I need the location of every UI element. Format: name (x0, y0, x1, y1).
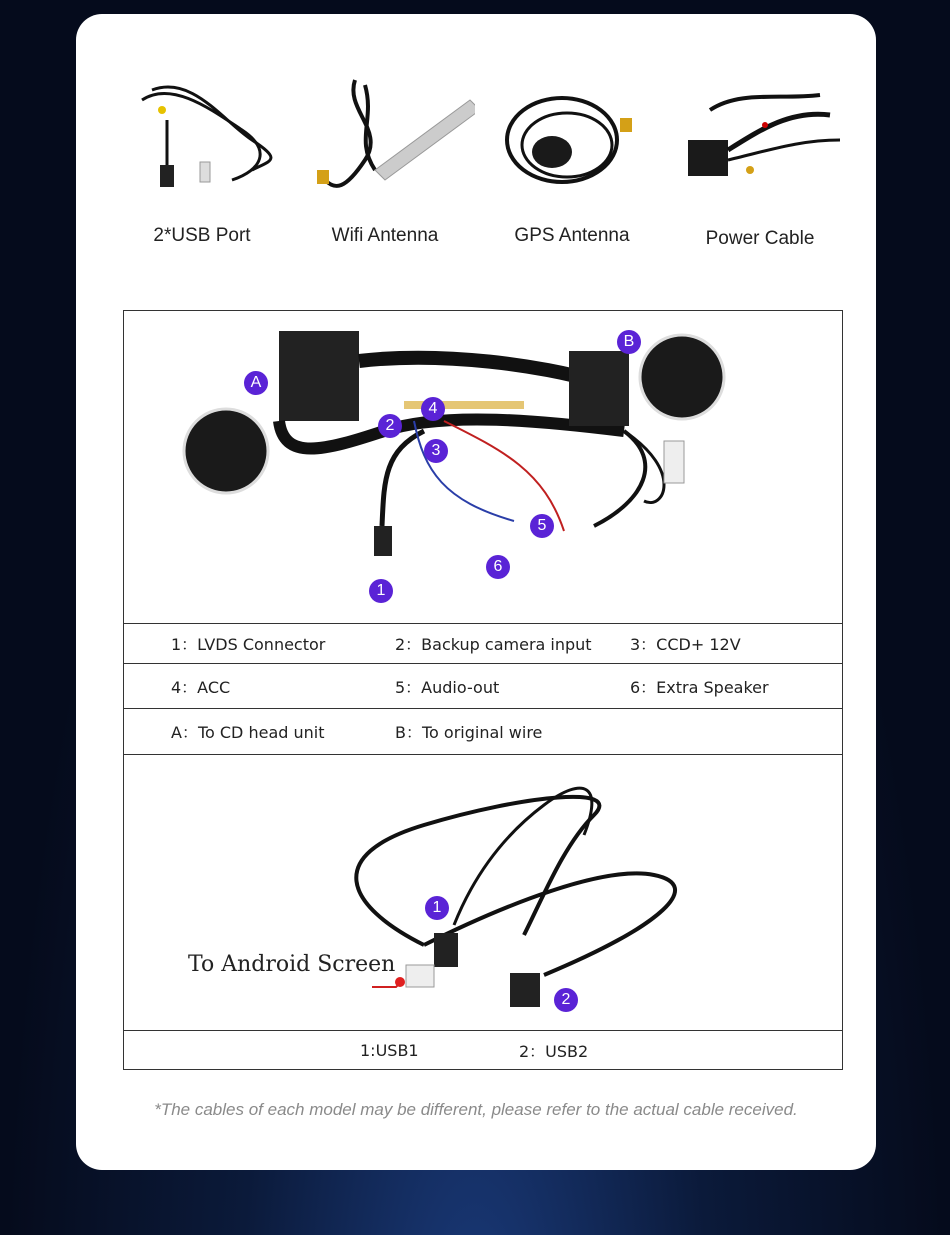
legend-item: B：To original wire (395, 723, 543, 742)
android-screen-label: To Android Screen (188, 952, 396, 977)
usb-cable-drawing (124, 755, 842, 1029)
badge-6: 6 (486, 555, 510, 579)
harness-cable-drawing (124, 311, 842, 623)
harness-image-box (123, 310, 843, 624)
usb-badge-1: 1 (425, 896, 449, 920)
usb-image-box (123, 755, 843, 1031)
power-cable-item (670, 70, 850, 270)
usb-port-item (112, 70, 292, 270)
wifi-antenna-icon (295, 70, 475, 220)
usb-port-label: 2*USB Port (153, 225, 251, 246)
gps-antenna-icon (482, 70, 662, 220)
legend-row-3 (123, 709, 843, 755)
usb-legend-row (123, 1031, 843, 1070)
badge-5: 5 (530, 514, 554, 538)
legend-item: 6：Extra Speaker (630, 677, 769, 697)
usb-legend-item: 1:USB1 (360, 1040, 419, 1060)
legend-row-2 (123, 664, 843, 709)
badge-1: 1 (369, 579, 393, 603)
legend-item: 1：LVDS Connector (171, 635, 326, 654)
badge-a: A (244, 371, 268, 395)
legend-row-1 (123, 624, 843, 664)
gps-antenna-item (482, 70, 662, 270)
power-cable-icon (670, 70, 850, 220)
power-cable-label: Power Cable (705, 228, 815, 249)
legend-item: 5：Audio-out (395, 677, 500, 697)
badge-4: 4 (421, 397, 445, 421)
badge-2: 2 (378, 414, 402, 438)
legend-item: 3：CCD+ 12V (630, 635, 741, 654)
footnote: *The cables of each model may be different, please refer to the actual cable received. (154, 1100, 798, 1119)
usb-badge-2: 2 (554, 988, 578, 1012)
legend-item: A：To CD head unit (171, 723, 325, 742)
usb-cable-icon (112, 70, 292, 220)
legend-item: 2：Backup camera input (395, 635, 592, 654)
badge-b: B (617, 330, 641, 354)
badge-3: 3 (424, 439, 448, 463)
usb-legend-item: 2：USB2 (519, 1041, 589, 1061)
legend-item: 4：ACC (171, 677, 231, 697)
gps-antenna-label: GPS Antenna (514, 225, 630, 246)
wifi-antenna-item (295, 70, 475, 270)
wifi-antenna-label: Wifi Antenna (331, 225, 439, 246)
